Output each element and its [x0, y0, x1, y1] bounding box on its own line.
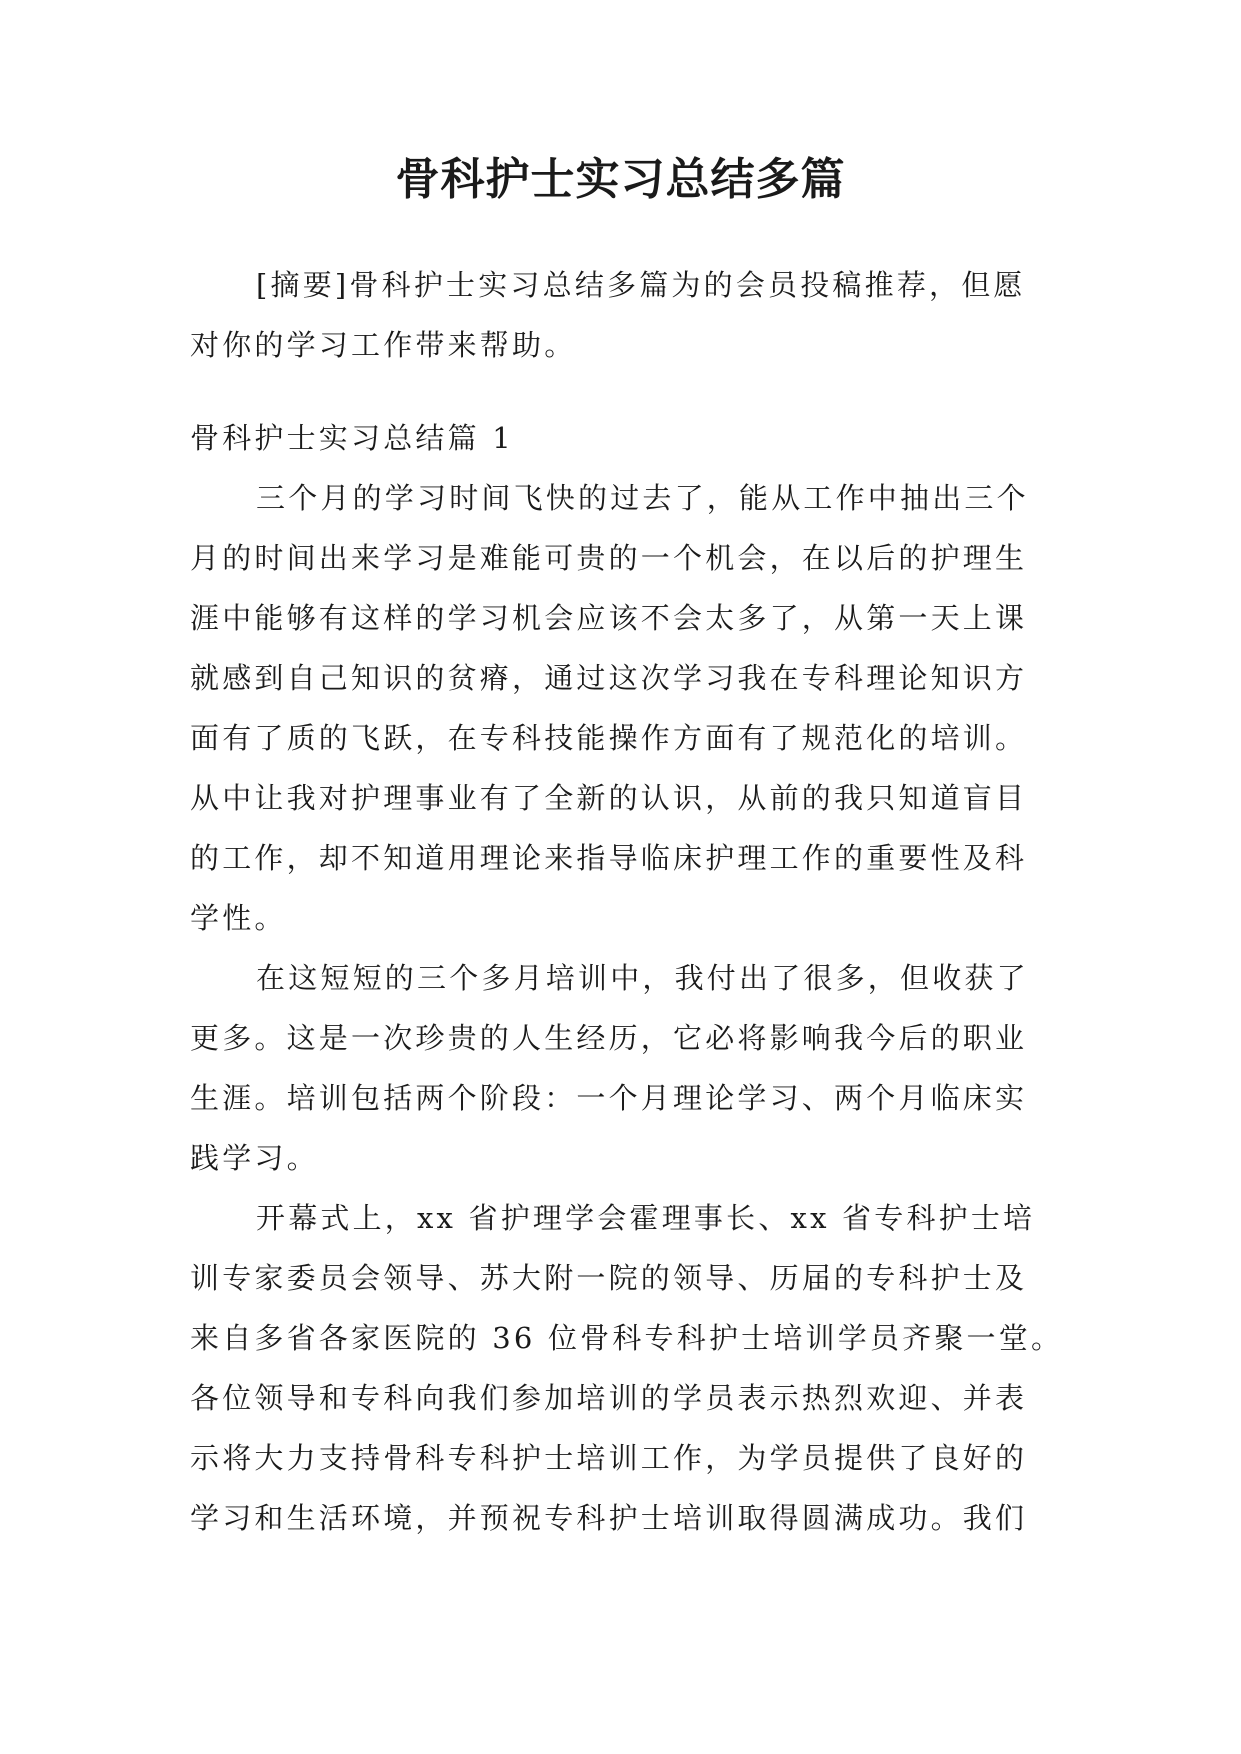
abstract-line: 对你的学习工作带来帮助。 — [190, 328, 577, 362]
paragraph-line: 三个月的学习时间飞快的过去了，能从工作中抽出三个 — [256, 481, 1029, 515]
paragraph-line: 开幕式上，xx 省护理学会霍理事长、xx 省专科护士培 — [256, 1201, 1036, 1235]
paragraph-3 — [190, 1188, 1064, 1548]
paragraph-line: 在这短短的三个多月培训中，我付出了很多，但收获了 — [256, 961, 1029, 995]
paragraph-2 — [190, 948, 1060, 1188]
paragraph-line: 训专家委员会领导、苏大附一院的领导、历届的专科护士及 — [190, 1261, 1028, 1295]
paragraph-line: 的工作，却不知道用理论来指导临床护理工作的重要性及科 — [190, 841, 1028, 875]
paragraph-line: 示将大力支持骨科专科护士培训工作，为学员提供了良好的 — [190, 1441, 1028, 1475]
paragraph-line: 来自多省各家医院的 36 位骨科专科护士培训学员齐聚一堂。 — [190, 1321, 1064, 1355]
paragraph-line: 各位领导和专科向我们参加培训的学员表示热烈欢迎、并表 — [190, 1381, 1028, 1415]
section-heading: 骨科护士实习总结篇 1 — [190, 421, 514, 455]
section-heading-block — [190, 408, 1060, 468]
paragraph-line: 学习和生活环境，并预祝专科护士培训取得圆满成功。我们 — [190, 1501, 1028, 1535]
paragraph-line: 面有了质的飞跃，在专科技能操作方面有了规范化的培训。 — [190, 721, 1028, 755]
paragraph-line: 生涯。培训包括两个阶段：一个月理论学习、两个月临床实 — [190, 1081, 1028, 1115]
abstract — [190, 255, 1060, 375]
paragraph-line: 涯中能够有这样的学习机会应该不会太多了，从第一天上课 — [190, 601, 1028, 635]
paragraph-line: 学性。 — [190, 901, 287, 935]
paragraph-line: 从中让我对护理事业有了全新的认识，从前的我只知道盲目 — [190, 781, 1028, 815]
abstract-line: [摘要]骨科护士实习总结多篇为的会员投稿推荐，但愿 — [256, 268, 1026, 302]
paragraph-line: 践学习。 — [190, 1141, 319, 1175]
paragraph-1 — [190, 468, 1060, 948]
paragraph-line: 月的时间出来学习是难能可贵的一个机会，在以后的护理生 — [190, 541, 1028, 575]
paragraph-line: 更多。这是一次珍贵的人生经历，它必将影响我今后的职业 — [190, 1021, 1028, 1055]
paragraph-line: 就感到自己知识的贫瘠，通过这次学习我在专科理论知识方 — [190, 661, 1028, 695]
document-title: 骨科护士实习总结多篇 — [395, 154, 846, 205]
